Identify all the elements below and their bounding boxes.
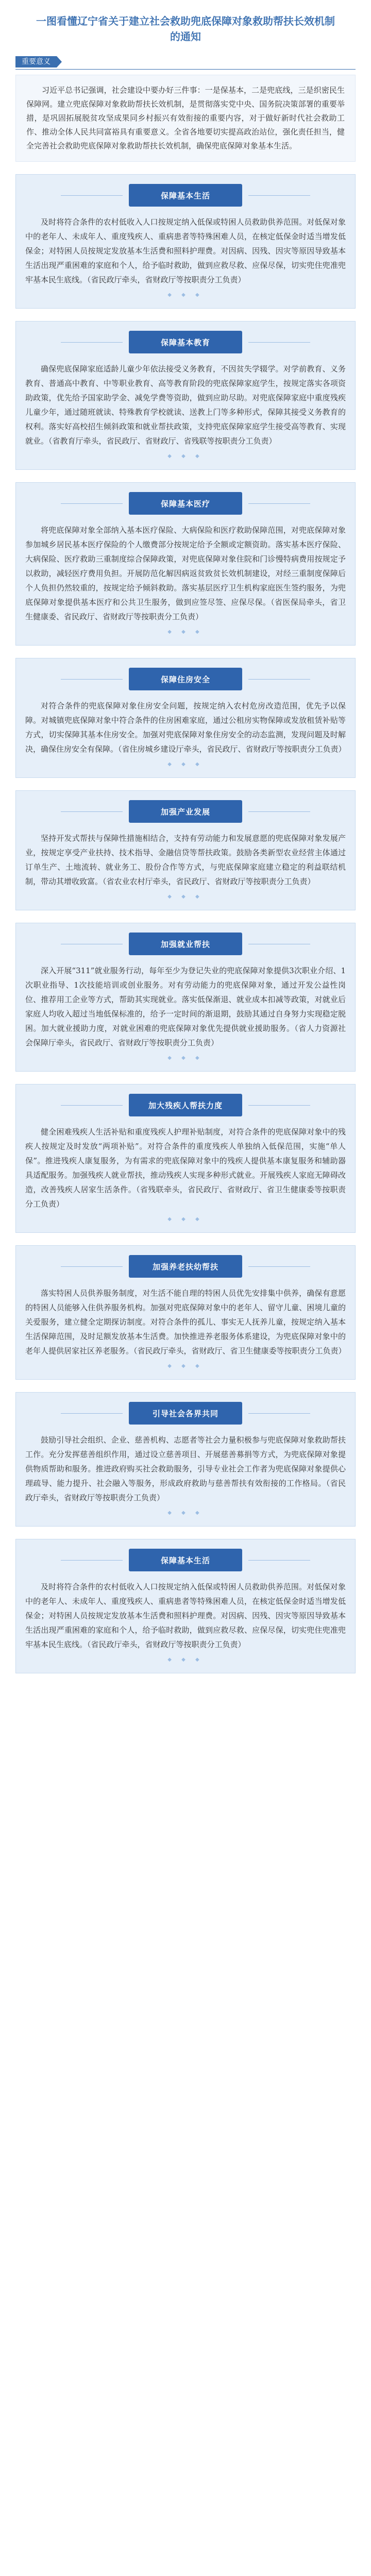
section-separator: ◆ ◆ ◆ [167, 761, 204, 767]
section-card [15, 1392, 356, 1527]
section-card [15, 1084, 356, 1233]
section-body: 及时将符合条件的农村低收入人口按规定纳入低保或特困人员救助供养范围。对低保对象中的老年人、未成年人、重度残疾人、重病患者等特殊困难人员，在核定低保金时适当增发低保金；对特困人员按规定发放基本生活费和照料护理费。对因病、因残、因灾等原因导致基本生活出现严重困难的家庭和个人，给予临时救助，做到应救尽救、应保尽保，切实兜住兜准兜牢基本民生底线。（省民政厅牵头，省财政厅等按职责分工负责） [25, 217, 346, 284]
section-separator: ◆ ◆ ◆ [167, 453, 204, 459]
section-card [15, 482, 356, 646]
section-body: 落实特困人员供养服务制度，对生活不能自理的特困人员优先安排集中供养，确保有意愿的特困人员能够入住供养服务机构。加强对兜底保障对象中的老年人、留守儿童、困境儿童的关爱服务，建立健全定期探访制度。对符合条件的孤儿、事实无人抚养儿童，按规定纳入基本生活保障范围，及时足额发放基本生活费。加快推进养老服务体系建设，为兜底保障对象中的老年人提供居家社区养老服务。（省民政厅牵头，省财政厅、省卫生健康委等按职责分工负责） [25, 1289, 346, 1355]
section-card [15, 923, 356, 1072]
section-title: 加强产业发展 [129, 800, 242, 823]
section-title: 保障基本教育 [129, 331, 242, 353]
overview-label: 重要意义 [15, 56, 57, 67]
section-separator: ◆ ◆ ◆ [167, 1055, 204, 1061]
section-separator: ◆ ◆ ◆ [167, 894, 204, 900]
section-body: 对符合条件的兜底保障对象住房安全问题，按规定纳入农村危房改造范围，优先予以保障。对城镇兜底保障对象中符合条件的住房困难家庭，通过公租房实物保障或发放租赁补贴等方式，切实保障其基本住房安全。加强对兜底保障对象住房安全的动态监测，发现问题及时解决，确保住房安全有保障。（省住房城乡建设厅牵头，省民政厅、省财政厅等按职责分工负责） [25, 701, 346, 754]
section-title: 加强就业帮扶 [129, 933, 242, 955]
section-title: 保障基本医疗 [129, 492, 242, 515]
section-card [15, 1539, 356, 1673]
section-body: 深入开展“311”就业服务行动，每年至少为登记失业的兜底保障对象提供3次职业介绍、1次职业指导、1次技能培训或创业服务。对有劳动能力的兜底保障对象，通过开发公益性岗位、推荐用工企业等方式，帮助其实现就业。落实低保渐退、就业成本扣减等政策，对就业后家庭人均收入超过当地低保标准的，给予一定时间的渐退期，鼓励其通过自身努力实现稳定脱困。加大就业援助力度，对就业困难的兜底保障对象优先提供就业援助服务。（省人力资源社会保障厅牵头，省民政厅、省财政厅等按职责分工负责） [25, 966, 346, 1047]
section-separator: ◆ ◆ ◆ [167, 1363, 204, 1369]
section-title: 保障基本生活 [129, 1549, 242, 1571]
section-title: 加大残疾人帮扶力度 [129, 1094, 242, 1116]
section-body: 确保兜底保障家庭适龄儿童少年依法接受义务教育，不因贫失学辍学。对学前教育、义务教育、普通高中教育、中等职业教育、高等教育阶段的兜底保障家庭学生，按规定落实各项资助政策，优先给予国家助学金、减免学费等资助，做到应助尽助。对兜底保障家庭中重度残疾儿童少年，通过随班就读、特殊教育学校就读、送教上门等多种形式，保障其接受义务教育的权利。落实好高校招生倾斜政策和就业帮扶政策，支持兜底保障家庭学生接受高等教育、实现就业。（省教育厅牵头，省民政厅、省财政厅、省残联等按职责分工负责） [25, 364, 346, 446]
section-title: 引导社会各界共同 [129, 1402, 242, 1425]
section-body: 坚持开发式帮扶与保障性措施相结合，支持有劳动能力和发展意愿的兜底保障对象发展产业，按规定享受产业扶持、技术指导、金融信贷等帮扶政策。鼓励各类新型农业经营主体通过订单生产、土地流转、就业务工、股份合作等方式，与兜底保障家庭建立稳定的利益联结机制，带动其增收致富。（省农业农村厅牵头，省民政厅、省财政厅等按职责分工负责） [25, 834, 346, 886]
section-separator: ◆ ◆ ◆ [167, 292, 204, 298]
section-title: 保障住房安全 [129, 668, 242, 690]
section-separator: ◆ ◆ ◆ [167, 1657, 204, 1663]
section-separator: ◆ ◆ ◆ [167, 629, 204, 635]
overview-header [15, 55, 356, 70]
overview-text: 习近平总书记强调，社会建设中要办好三件事：一是保基本，二是兜底线，三是织密民生保障网。建立兜底保障对象救助帮扶长效机制，是贯彻落实党中央、国务院决策部署的重要举措，是巩固拓展脱贫攻坚成果同乡村振兴有效衔接的重要内容，对于做好新时代社会救助工作、推动全体人民共同富裕具有重要意义。全省各地要切实提高政治站位，强化责任担当，健全完善社会救助兜底保障对象救助帮扶长效机制，确保兜底保障对象基本生活。 [15, 75, 356, 162]
section-body: 将兜底保障对象全部纳入基本医疗保险、大病保险和医疗救助保障范围，对兜底保障对象参加城乡居民基本医疗保险的个人缴费部分按规定给予全额或定额资助。落实基本医疗保险、大病保险、医疗救助三重制度综合保障政策，对兜底保障对象住院和门诊慢特病费用按规定予以救助，减轻医疗费用负担。开展防范化解因病返贫致贫长效机制建设，对经三重制度保障后个人负担仍然较重的，按规定给予倾斜救助。落实基层医疗卫生机构家庭医生签约服务，为兜底保障对象提供基本医疗和公共卫生服务，做到应签尽签、应保尽保。（省医保局牵头，省卫生健康委、省民政厅、省财政厅等按职责分工负责） [25, 526, 346, 621]
section-separator: ◆ ◆ ◆ [167, 1510, 204, 1516]
section-card [15, 790, 356, 910]
section-list [0, 174, 371, 1684]
section-body: 健全困难残疾人生活补贴和重度残疾人护理补贴制度，对符合条件的兜底保障对象中的残疾人按规定及时发放“两项补贴”。对符合条件的重度残疾人单独纳入低保范围，实施“单人保”。推进残疾人康复服务，为有需求的兜底保障对象中的残疾人提供基本康复服务和辅助器具适配服务。加强残疾人就业帮扶，推动残疾人实现多种形式就业。开展残疾人家庭无障碍改造，改善残疾人居家生活条件。（省残联牵头，省民政厅、省财政厅、省卫生健康委等按职责分工负责） [25, 1127, 346, 1209]
section-body: 及时将符合条件的农村低收入人口按规定纳入低保或特困人员救助供养范围。对低保对象中的老年人、未成年人、重度残疾人、重病患者等特殊困难人员，在核定低保金时适当增发低保金；对特困人员按规定发放基本生活费和照料护理费。对因病、因残、因灾等原因导致基本生活出现严重困难的家庭和个人，给予临时救助，做到应救尽救、应保尽保，切实兜住兜准兜牢基本民生底线。（省民政厅牵头，省财政厅等按职责分工负责） [25, 1582, 346, 1649]
section-card [15, 174, 356, 309]
section-body: 鼓励引导社会组织、企业、慈善机构、志愿者等社会力量积极参与兜底保障对象救助帮扶工作。充分发挥慈善组织作用，通过设立慈善项目、开展慈善募捐等方式，为兜底保障对象提供物质帮助和服务。推进政府购买社会救助服务，引导专业社会工作者为兜底保障对象提供心理疏导、能力提升、社会融入等服务，形成政府救助与慈善帮扶有效衔接的工作格局。（省民政厅牵头，省财政厅等按职责分工负责） [25, 1435, 346, 1502]
section-card [15, 1245, 356, 1380]
document-title: 一图看懂辽宁省关于建立社会救助兜底保障对象救助帮扶长效机制的通知 [36, 15, 335, 43]
section-title: 加强养老扶幼帮扶 [129, 1255, 242, 1278]
section-title: 保障基本生活 [129, 184, 242, 207]
section-separator: ◆ ◆ ◆ [167, 1216, 204, 1222]
section-card [15, 658, 356, 778]
section-card [15, 321, 356, 470]
